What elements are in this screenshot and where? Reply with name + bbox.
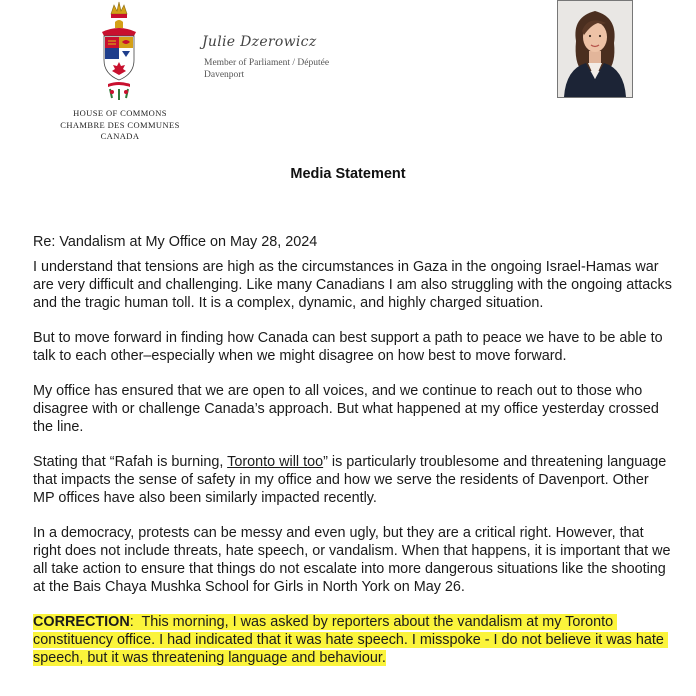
mp-title-block [204,57,329,81]
house-line-country: CANADA [100,131,140,141]
house-of-commons-name [40,108,200,143]
mp-role: Member of Parliament / Députée [204,58,330,68]
correction-text: This morning, I was asked by reporters about the vandalism at my Toronto constituency office. I had indicated that it was hate speech. I misspoke - I do not believe it was hate speech, but it was threatening language and behaviour. [33,614,668,666]
document-title: Media Statement [290,166,406,182]
correction-paragraph [33,613,673,667]
mp-signature: Julie Dzerowicz [202,34,317,50]
mp-portrait-photo [557,0,633,98]
statement-body [33,233,673,684]
paragraph-5: In a democracy, protests can be messy and even ugly, but they are a critical right. However, that right does not include threats, hate speech, or vandalism. When that happens, it is important that we all take action to ensure that things do not escalate into more dangerous situations like the shooting at the Bais Chaya Mushka School for Girls in North York on May 26. [33,525,671,595]
paragraph-1: I understand that tensions are high as the circumstances in Gaza in the ongoing Israel-Hamas war are very difficult and challenging. Like many Canadians I am also struggling with the ongoing attacks and the tragic human toll. It is a complex, dynamic, and highly charged situation. [33,259,672,311]
paragraph-2: But to move forward in finding how Canada can best support a path to peace we have to be able to talk to each other–especially when we might disagree on how best to move forward. [33,330,663,364]
correction-label: CORRECTION [33,614,130,630]
paragraph-4-end: ” is particularly troublesome and threatening language that impacts the sense of safety in my office and how we serve the residents of Davenport. Other MP offices have also been similarly impacted recently. [33,454,667,506]
letterhead [0,0,696,150]
correction-highlight [33,614,668,666]
correction-colon: : [129,614,134,630]
mp-riding: Davenport [204,70,245,80]
coat-of-arms-icon [96,0,142,104]
portrait-icon [558,1,632,97]
underlined-quote: Toronto will too [227,454,324,470]
paragraph-3: My office has ensured that we are open to all voices, and we continue to reach out to those who disagree with or challenge Canada’s approach. But what happened at my office yesterday crossed the line. [33,383,659,435]
house-line-english: HOUSE OF COMMONS [73,108,167,118]
house-line-french: CHAMBRE DES COMMUNES [60,119,180,130]
paragraph-4-start: Stating that “Rafah is burning, [33,454,228,470]
subject-line: Re: Vandalism at My Office on May 28, 2024 [33,234,318,250]
paragraph-4 [33,453,673,507]
